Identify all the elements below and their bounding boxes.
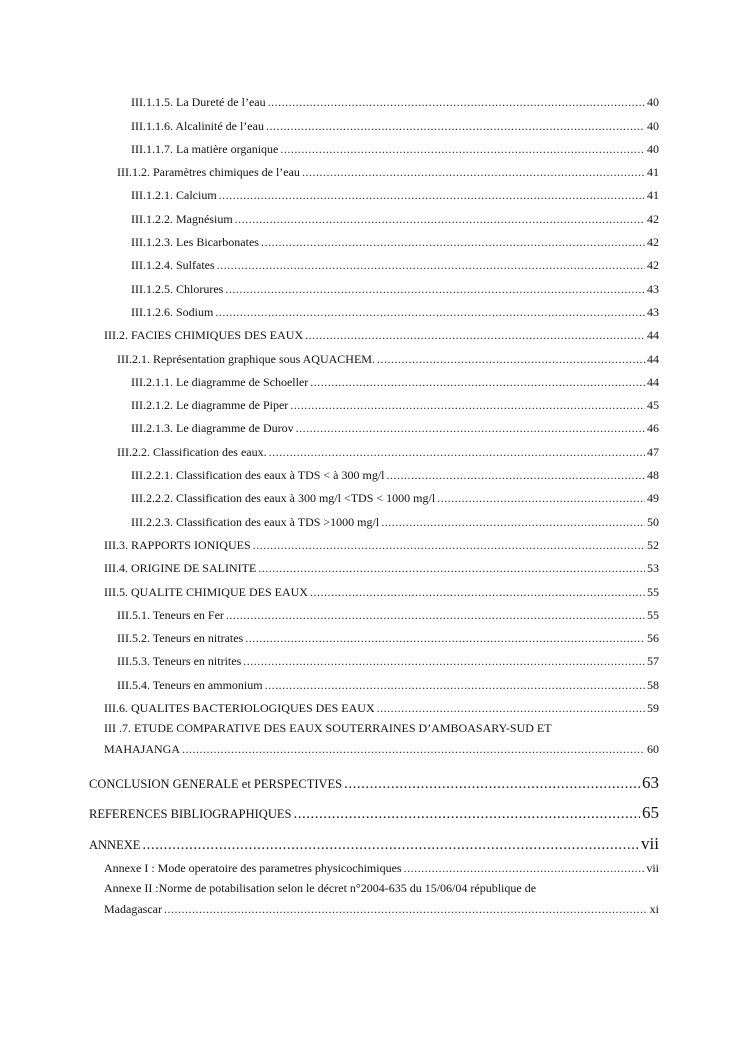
- toc-entry-page: 65: [642, 803, 659, 823]
- toc-entry-label: III.2.1.2. Le diagramme de Piper: [131, 398, 289, 413]
- toc-entry-label: CONCLUSION GENERALE et PERSPECTIVES: [89, 776, 343, 791]
- toc-entry[interactable]: [0, 459, 659, 482]
- dot-leader: [243, 654, 645, 668]
- toc-entry[interactable]: [0, 272, 659, 295]
- toc-entry-page: 47: [647, 444, 659, 459]
- toc-entry-page: 50: [647, 514, 659, 529]
- toc-entry-page: 49: [647, 491, 659, 506]
- toc-entry-page: 43: [647, 304, 659, 319]
- dot-leader: [344, 777, 640, 791]
- toc-entry-label: III.1.1.6. Alcalinité de l’eau: [131, 118, 264, 133]
- toc-entry-label: III.1.1.7. La matière organique: [131, 141, 279, 156]
- dot-leader: [253, 538, 645, 552]
- toc-entry-label: III.1.2.4. Sulfates: [131, 258, 215, 273]
- toc-entry-label: III.5.1. Teneurs en Fer: [117, 607, 224, 622]
- toc-entry-page: 52: [647, 537, 659, 552]
- toc-entry-wrapped[interactable]: [0, 715, 659, 760]
- toc-entry[interactable]: [0, 482, 659, 505]
- toc-entry[interactable]: [0, 366, 659, 389]
- dot-leader: [215, 305, 645, 319]
- toc-entry-page: 41: [647, 165, 659, 180]
- toc-entry[interactable]: [0, 319, 659, 342]
- dot-leader: [377, 352, 645, 366]
- dot-leader: [235, 212, 645, 226]
- dot-leader: [261, 235, 645, 249]
- toc-entry-label: III.4. ORIGINE DE SALINITE: [104, 561, 257, 576]
- toc-entry-page: 55: [647, 607, 659, 622]
- toc-entry[interactable]: [0, 179, 659, 202]
- toc-entry-page: 41: [647, 188, 659, 203]
- toc-entry-page: 45: [647, 398, 659, 413]
- toc-entry-label: III.1.2.2. Magnésium: [131, 211, 233, 226]
- dot-leader: [225, 282, 645, 296]
- dot-leader: [310, 375, 645, 389]
- toc-entry[interactable]: [0, 622, 659, 645]
- dot-leader: [245, 631, 645, 645]
- dot-leader: [377, 701, 645, 715]
- dot-leader: [182, 739, 645, 760]
- toc-entry[interactable]: [0, 109, 659, 132]
- dot-leader: [268, 95, 645, 109]
- dot-leader: [164, 899, 648, 920]
- toc-entry-page: vii: [641, 833, 659, 853]
- toc-entry-page: vii: [646, 860, 659, 875]
- toc-entry-page: xi: [649, 901, 659, 916]
- dot-leader: [266, 119, 645, 133]
- toc-entry-references[interactable]: [0, 795, 659, 822]
- toc-entry[interactable]: [0, 133, 659, 156]
- toc-entry-page: 57: [647, 654, 659, 669]
- dot-leader: [226, 608, 645, 622]
- toc-entry-label: III.2.2.2. Classification des eaux à 300 mg/l <TDS < 1000 mg/l: [131, 491, 436, 506]
- toc-entry-page: 63: [642, 772, 659, 792]
- toc-entry-label: REFERENCES BIBLIOGRAPHIQUES: [89, 807, 292, 822]
- toc-entry-label: Annexe II :Norme de potabilisation selon le décret n°2004-635 du 15/06/04 république de: [104, 880, 537, 895]
- toc-entry[interactable]: [0, 435, 659, 458]
- toc-entry[interactable]: [0, 249, 659, 272]
- toc-entry-page: 48: [647, 468, 659, 483]
- toc-entry-label: III.2. FACIES CHIMIQUES DES EAUX: [104, 328, 304, 343]
- toc-entry-label: III.2.2.1. Classification des eaux à TDS < à 300 mg/l: [131, 468, 385, 483]
- toc-entry-label: III.5.3. Teneurs en nitrites: [117, 654, 242, 669]
- toc-entry[interactable]: [0, 412, 659, 435]
- toc-entry-page: 42: [647, 211, 659, 226]
- toc-entry-page: 42: [647, 258, 659, 273]
- toc-entry-annexe-2[interactable]: [0, 875, 659, 920]
- dot-leader: [296, 421, 645, 435]
- dot-leader: [381, 515, 645, 529]
- dot-leader: [404, 861, 645, 875]
- toc-entry-label: III.5.4. Teneurs en ammonium: [117, 677, 263, 692]
- toc-entry[interactable]: [0, 226, 659, 249]
- toc-entry-page: 42: [647, 235, 659, 250]
- dot-leader: [293, 807, 640, 821]
- toc-entry[interactable]: [0, 505, 659, 528]
- toc-entry-page: 44: [647, 351, 659, 366]
- toc-entry-label-continued: MAHAJANGA: [104, 742, 181, 757]
- toc-entry[interactable]: [0, 342, 659, 365]
- toc-entry[interactable]: [0, 389, 659, 412]
- dot-leader: [265, 678, 645, 692]
- toc-entry-conclusion[interactable]: [0, 764, 659, 791]
- toc-entry-label: III.5. QUALITE CHIMIQUE DES EAUX: [104, 584, 308, 599]
- dot-leader: [387, 468, 646, 482]
- toc-entry[interactable]: [0, 692, 659, 715]
- toc-entry-label: III.5.2. Teneurs en nitrates: [117, 631, 244, 646]
- toc-entry-page: 40: [647, 95, 659, 110]
- toc-entry[interactable]: [0, 668, 659, 691]
- toc-entry[interactable]: [0, 529, 659, 552]
- toc-entry-label: III.1.2.3. Les Bicarbonates: [131, 235, 259, 250]
- toc-entry-annexe-1[interactable]: [0, 852, 659, 875]
- toc-entry-label: III.1.1.5. La Dureté de l’eau: [131, 95, 266, 110]
- toc-entry-page: 44: [647, 374, 659, 389]
- toc-entry-label: III.6. QUALITES BACTERIOLOGIQUES DES EAUX: [104, 701, 375, 716]
- toc-entry-label: III.2.2.3. Classification des eaux à TDS >1000 mg/l: [131, 514, 380, 529]
- toc-entry-page: 56: [647, 631, 659, 646]
- toc-entry[interactable]: [0, 645, 659, 668]
- dot-leader: [258, 561, 645, 575]
- toc-entry-label: III.1.2.5. Chlorures: [131, 281, 224, 296]
- toc-entry-page: 40: [647, 141, 659, 156]
- toc-entry-label: III.2.1. Représentation graphique sous AQUACHEM.: [117, 351, 375, 366]
- dot-leader: [310, 585, 645, 599]
- toc-entry-page: 58: [647, 677, 659, 692]
- toc-entry[interactable]: [0, 599, 659, 622]
- dot-leader: [269, 445, 645, 459]
- toc-entry-page: 60: [647, 742, 659, 757]
- dot-leader: [217, 258, 645, 272]
- toc-entry-label: III.2.1.3. Le diagramme de Durov: [131, 421, 294, 436]
- table-of-contents: [0, 86, 745, 920]
- toc-entry[interactable]: [0, 552, 659, 575]
- dot-leader: [142, 838, 639, 852]
- toc-entry-page: 55: [647, 584, 659, 599]
- toc-entry-page: 53: [647, 561, 659, 576]
- toc-entry-label: III.2.1.1. Le diagramme de Schoeller: [131, 374, 309, 389]
- dot-leader: [302, 165, 645, 179]
- toc-entry[interactable]: [0, 86, 659, 109]
- toc-entry-label: Annexe I : Mode operatoire des parametres physicochimiques: [104, 860, 402, 875]
- dot-leader: [437, 491, 645, 505]
- toc-entry-label: III .7. ETUDE COMPARATIVE DES EAUX SOUTERRAINES D’AMBOASARY-SUD ET: [104, 721, 552, 736]
- toc-entry-annexe[interactable]: [0, 825, 659, 852]
- toc-entry-label: III.2.2. Classification des eaux.: [117, 444, 267, 459]
- dot-leader: [280, 142, 645, 156]
- toc-entry-label-continued: Madagascar: [104, 901, 162, 916]
- toc-entry[interactable]: [0, 575, 659, 598]
- toc-entry[interactable]: [0, 156, 659, 179]
- toc-entry-page: 40: [647, 118, 659, 133]
- toc-entry-page: 46: [647, 421, 659, 436]
- dot-leader: [290, 398, 645, 412]
- dot-leader: [219, 188, 645, 202]
- toc-entry-label: III.3. RAPPORTS IONIQUES: [104, 537, 251, 552]
- toc-entry-page: 59: [647, 701, 659, 716]
- toc-entry-page: 44: [647, 328, 659, 343]
- toc-entry-label: III.1.2.1. Calcium: [131, 188, 217, 203]
- toc-entry[interactable]: [0, 202, 659, 225]
- toc-entry[interactable]: [0, 296, 659, 319]
- dot-leader: [305, 328, 645, 342]
- toc-entry-label: III.1.2.6. Sodium: [131, 304, 214, 319]
- toc-entry-label: III.1.2. Paramètres chimiques de l’eau: [117, 165, 300, 180]
- toc-entry-page: 43: [647, 281, 659, 296]
- toc-entry-label: ANNEXE: [89, 837, 141, 852]
